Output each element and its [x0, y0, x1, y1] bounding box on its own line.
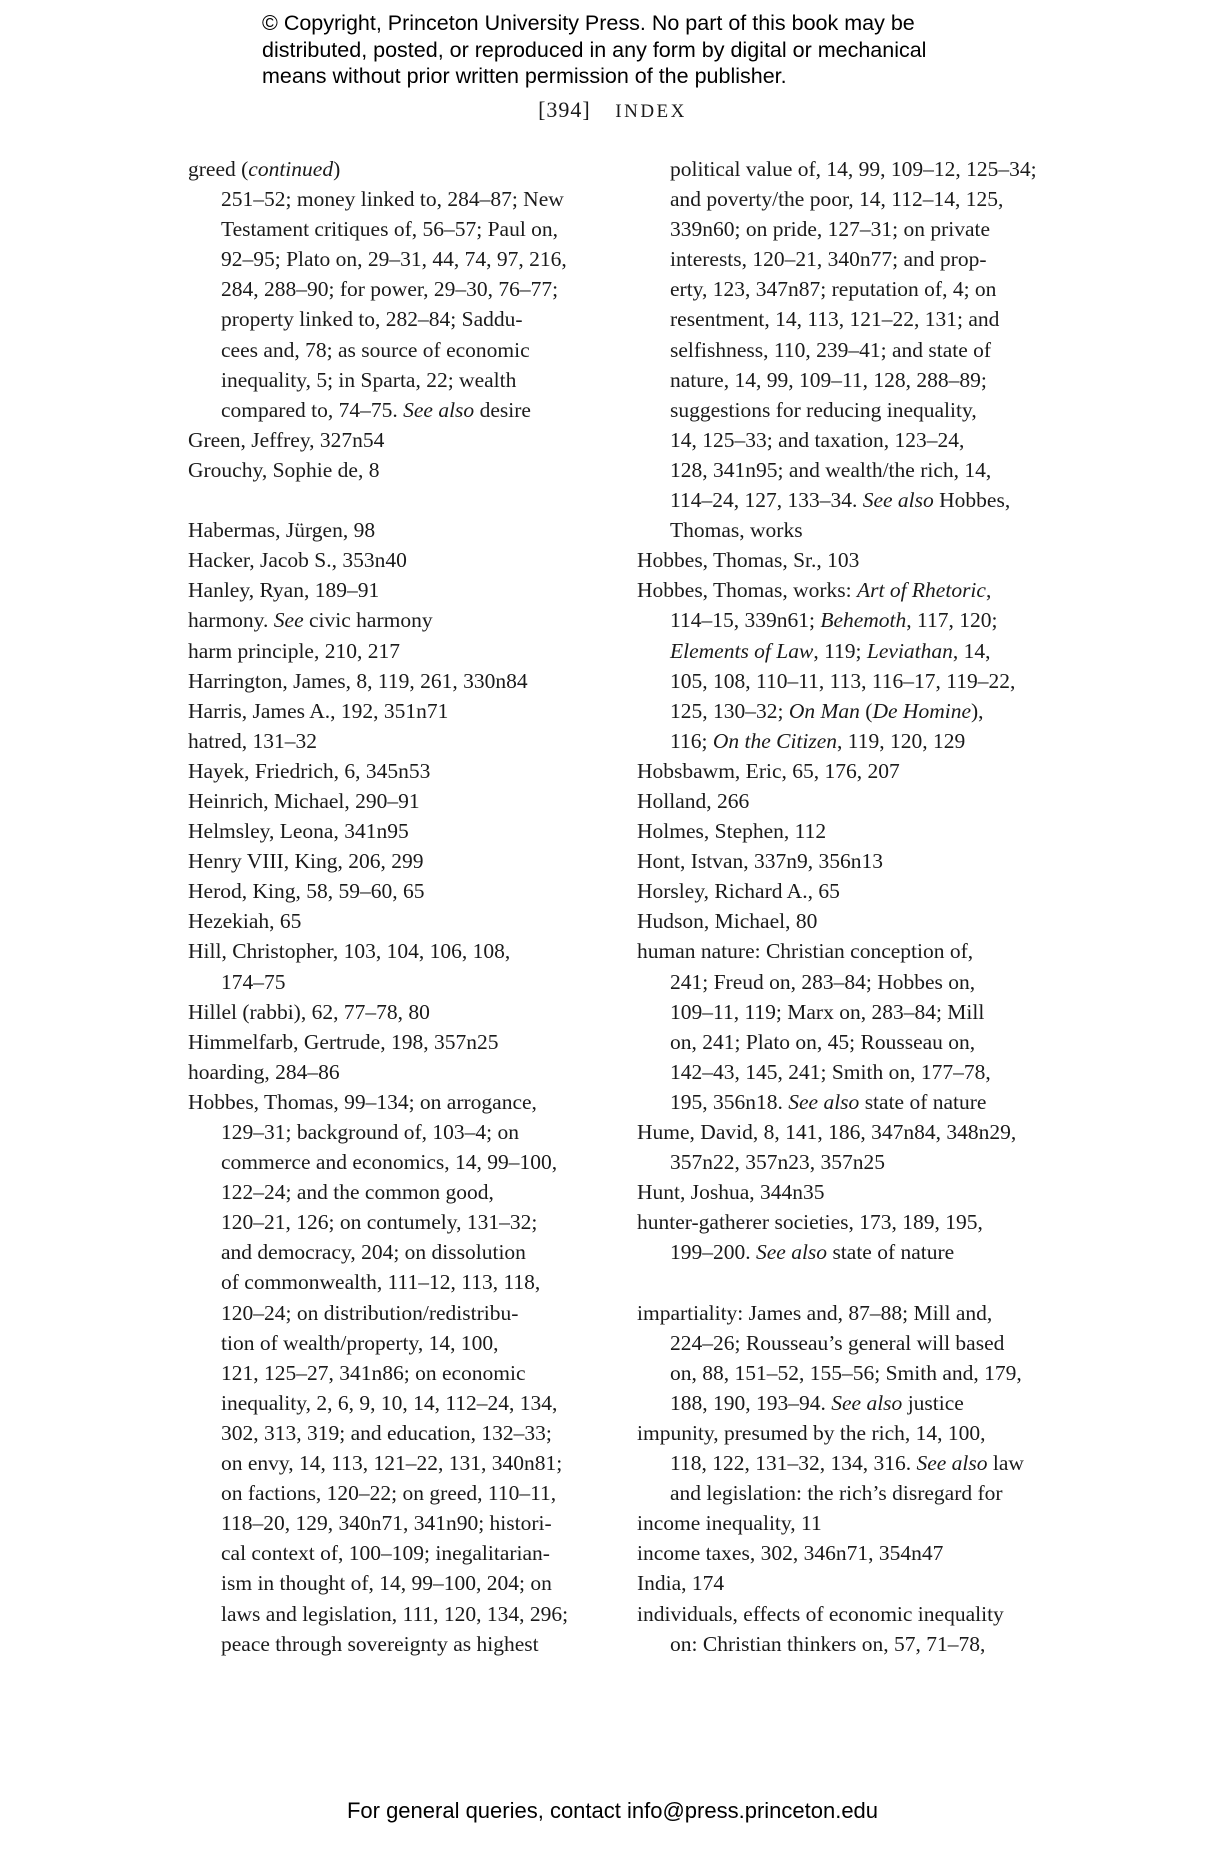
index-line — [188, 1117, 628, 1147]
index-line — [637, 786, 1077, 816]
footer-contact: For general queries, contact info@press.princeton.edu — [346, 1798, 879, 1823]
index-line — [637, 365, 1077, 395]
index-line — [188, 1177, 628, 1207]
index-italic-text: On the Citizen — [712, 728, 838, 753]
index-text: Testament critiques of, 56–57; Paul on, — [221, 217, 559, 242]
index-text: human nature: Christian conception of, — [637, 939, 974, 964]
index-line — [188, 274, 628, 304]
index-line — [188, 1629, 628, 1659]
index-line — [188, 1298, 628, 1328]
index-text: 128, 341n95; and wealth/the rich, 14, — [670, 457, 992, 482]
index-line — [637, 1027, 1077, 1057]
index-line — [188, 545, 628, 575]
index-line — [637, 274, 1077, 304]
index-text: 129–31; background of, 103–4; on — [221, 1120, 519, 1144]
index-text: 118, 122, 131–32, 134, 316. — [670, 1451, 917, 1476]
index-text: , — [985, 578, 992, 603]
index-line — [637, 876, 1077, 906]
index-text: political value of, 14, 99, 109–12, 125–34; — [670, 157, 1037, 181]
index-column-right — [637, 154, 1077, 1659]
index-line — [188, 154, 628, 184]
index-line — [188, 636, 628, 666]
index-line — [188, 605, 628, 635]
index-text: Hobbes, Thomas, works: — [637, 578, 857, 603]
index-line — [637, 515, 1077, 545]
index-text: 122–24; and the common good, — [221, 1180, 494, 1205]
index-line — [188, 1087, 628, 1117]
index-line — [188, 696, 628, 726]
index-text: 120–24; on distribution/redistribu- — [221, 1300, 519, 1325]
index-text: 120–21, 126; on contumely, 131–32; — [221, 1210, 538, 1235]
index-text: Hanley, Ryan, 189–91 — [188, 578, 380, 603]
index-line — [188, 1207, 628, 1237]
index-text: property linked to, 282–84; Saddu- — [221, 307, 523, 332]
running-head — [0, 97, 1225, 123]
index-line — [188, 1147, 628, 1177]
index-text: 357n22, 357n23, 357n25 — [670, 1150, 885, 1175]
index-line — [637, 906, 1077, 936]
index-text: justice — [902, 1390, 964, 1415]
index-text: 188, 190, 193–94. — [670, 1390, 832, 1415]
index-text: Hobsbawm, Eric, 65, 176, 207 — [637, 758, 900, 783]
index-line — [188, 1388, 628, 1418]
index-line — [637, 1207, 1077, 1237]
index-line — [188, 876, 628, 906]
index-text: 251–52; money linked to, 284–87; New — [221, 187, 564, 212]
index-italic-text: continued — [248, 157, 334, 181]
index-text: 92–95; Plato on, 29–31, 44, 74, 97, 216, — [221, 247, 567, 272]
index-text: Hunt, Joshua, 344n35 — [637, 1180, 825, 1205]
index-line — [188, 335, 628, 365]
index-line — [188, 1538, 628, 1568]
index-text: 284, 288–90; for power, 29–30, 76–77; — [221, 277, 559, 302]
index-text: Thomas, works — [670, 518, 803, 543]
index-text: 109–11, 119; Marx on, 283–84; Mill — [670, 999, 985, 1024]
copyright-line: means without prior written permission of the publisher. — [262, 64, 787, 88]
index-line — [188, 214, 628, 244]
index-line — [637, 1508, 1077, 1538]
index-text: Holland, 266 — [637, 788, 750, 813]
index-text: laws and legislation, 111, 120, 134, 296; — [221, 1601, 569, 1626]
index-line — [637, 1388, 1077, 1418]
index-line — [637, 816, 1077, 846]
index-text: on factions, 120–22; on greed, 110–11, — [221, 1481, 557, 1506]
index-line — [188, 1027, 628, 1057]
index-text: income taxes, 302, 346n71, 354n47 — [637, 1541, 944, 1566]
index-line — [637, 1237, 1077, 1267]
index-line — [188, 1328, 628, 1358]
index-text: hoarding, 284–86 — [188, 1059, 340, 1084]
index-line — [637, 997, 1077, 1027]
index-italic-text: See also — [916, 1451, 988, 1476]
index-line — [637, 1358, 1077, 1388]
index-text: greed ( — [188, 157, 249, 181]
index-text: Hume, David, 8, 141, 186, 347n84, 348n29, — [637, 1120, 1017, 1144]
index-line — [637, 756, 1077, 786]
index-italic-text: Art of Rhetoric — [856, 578, 986, 603]
index-line — [188, 1448, 628, 1478]
index-text: Heinrich, Michael, 290–91 — [188, 788, 420, 813]
index-text: on, 88, 151–52, 155–56; Smith and, 179, — [670, 1360, 1022, 1385]
index-line — [637, 1418, 1077, 1448]
index-line — [637, 1599, 1077, 1629]
index-text: Harris, James A., 192, 351n71 — [188, 698, 449, 723]
copyright-line: distributed, posted, or reproduced in any form by digital or mechanical — [262, 37, 927, 62]
index-line — [188, 936, 628, 966]
index-line — [188, 756, 628, 786]
index-text: 224–26; Rousseau’s general will based — [670, 1330, 1005, 1355]
index-text: Hudson, Michael, 80 — [637, 909, 818, 934]
index-text: harm principle, 210, 217 — [188, 638, 400, 663]
index-line — [188, 1237, 628, 1267]
index-line — [188, 786, 628, 816]
index-text: , 14, — [952, 638, 991, 663]
index-text: harmony. — [188, 608, 274, 633]
index-line — [637, 1448, 1077, 1478]
index-line — [188, 1508, 628, 1538]
index-line — [637, 1538, 1077, 1568]
index-text: , 119, 120, 129 — [837, 728, 966, 753]
index-text: Himmelfarb, Gertrude, 198, 357n25 — [188, 1029, 499, 1054]
index-text: ism in thought of, 14, 99–100, 204; on — [221, 1571, 552, 1596]
index-text: of commonwealth, 111–12, 113, 118, — [221, 1270, 541, 1295]
index-text: 118–20, 129, 340n71, 341n90; histori- — [221, 1511, 552, 1536]
index-italic-text: See also — [756, 1240, 828, 1265]
index-line — [637, 967, 1077, 997]
index-text: nature, 14, 99, 109–11, 128, 288–89; — [670, 367, 987, 392]
index-text: ( — [859, 698, 873, 723]
index-text: on envy, 14, 113, 121–22, 131, 340n81; — [221, 1451, 563, 1476]
index-text: Green, Jeffrey, 327n54 — [188, 427, 385, 452]
index-text: compared to, 74–75. — [221, 397, 404, 422]
index-line — [188, 666, 628, 696]
index-text: 121, 125–27, 341n86; on economic — [221, 1360, 526, 1385]
index-text: 116; — [670, 728, 713, 753]
index-text: 125, 130–32; — [670, 698, 789, 723]
index-text: , 119; — [813, 638, 867, 663]
index-line — [188, 455, 628, 485]
index-line — [637, 1478, 1077, 1508]
index-text: state of nature — [859, 1089, 987, 1114]
index-text: inequality, 5; in Sparta, 22; wealth — [221, 367, 517, 392]
index-text: Hobbes, Thomas, Sr., 103 — [637, 548, 860, 573]
index-text: Holmes, Stephen, 112 — [637, 819, 827, 844]
index-line — [637, 936, 1077, 966]
index-text: Helmsley, Leona, 341n95 — [188, 819, 409, 844]
index-line — [637, 666, 1077, 696]
index-line — [637, 1057, 1077, 1087]
index-text: 142–43, 145, 241; Smith on, 177–78, — [670, 1059, 991, 1084]
index-line — [637, 726, 1077, 756]
index-line — [188, 575, 628, 605]
index-line — [637, 335, 1077, 365]
index-line — [637, 304, 1077, 334]
index-line — [637, 395, 1077, 425]
index-text: desire — [474, 397, 531, 422]
index-text: Grouchy, Sophie de, 8 — [188, 457, 380, 482]
index-line — [637, 425, 1077, 455]
index-italic-text: Behemoth — [820, 608, 907, 633]
running-head-title: INDEX — [615, 101, 687, 122]
index-text: individuals, effects of economic inequality — [637, 1601, 1004, 1626]
index-line — [188, 816, 628, 846]
index-italic-text: See also — [403, 397, 475, 422]
index-italic-text: Leviathan — [866, 638, 953, 663]
index-line — [188, 1418, 628, 1448]
index-text: India, 174 — [637, 1571, 725, 1596]
index-italic-text: De Homine — [872, 698, 971, 723]
index-text: income inequality, 11 — [637, 1511, 822, 1536]
index-line — [188, 726, 628, 756]
index-text: cees and, 78; as source of economic — [221, 337, 530, 362]
index-text: tion of wealth/property, 14, 100, — [221, 1330, 499, 1355]
index-line — [188, 967, 628, 997]
index-column-left — [188, 154, 628, 1659]
index-text: Harrington, James, 8, 119, 261, 330n84 — [188, 668, 528, 693]
page-number: [394] — [538, 97, 591, 122]
index-text: hatred, 131–32 — [188, 728, 317, 753]
index-text: 302, 313, 319; and education, 132–33; — [221, 1420, 552, 1445]
index-line — [637, 1087, 1077, 1117]
index-text: civic harmony — [303, 608, 433, 633]
index-text: interests, 120–21, 340n77; and prop- — [670, 247, 987, 272]
index-text: cal context of, 100–109; inegalitarian- — [221, 1541, 550, 1566]
index-text: 241; Freud on, 283–84; Hobbes on, — [670, 969, 976, 994]
index-line — [188, 244, 628, 274]
index-italic-text: On Man — [788, 698, 860, 723]
index-text: impartiality: James and, 87–88; Mill and, — [637, 1300, 993, 1325]
index-line — [188, 1358, 628, 1388]
index-text: and democracy, 204; on dissolution — [221, 1240, 526, 1265]
index-text: on, 241; Plato on, 45; Rousseau on, — [670, 1029, 976, 1054]
index-line — [188, 997, 628, 1027]
index-text: Herod, King, 58, 59–60, 65 — [188, 879, 425, 904]
index-spacer — [188, 485, 628, 515]
index-text: resentment, 14, 113, 121–22, 131; and — [670, 307, 1000, 332]
index-line — [637, 636, 1077, 666]
index-line — [637, 1629, 1077, 1659]
index-text: inequality, 2, 6, 9, 10, 14, 112–24, 134, — [221, 1390, 558, 1415]
index-text: law — [987, 1451, 1024, 1476]
index-text: Henry VIII, King, 206, 299 — [188, 849, 424, 874]
index-spacer — [637, 1267, 1077, 1297]
index-line — [188, 1478, 628, 1508]
index-text: Hayek, Friedrich, 6, 345n53 — [188, 758, 431, 783]
index-text: , 117, 120; — [906, 608, 998, 633]
index-text: 339n60; on pride, 127–31; on private — [670, 217, 991, 242]
index-text: erty, 123, 347n87; reputation of, 4; on — [670, 277, 997, 302]
index-line — [188, 515, 628, 545]
index-text: impunity, presumed by the rich, 14, 100, — [637, 1420, 986, 1445]
index-text: and legislation: the rich’s disregard for — [670, 1481, 1003, 1506]
index-line — [188, 425, 628, 455]
index-line — [637, 455, 1077, 485]
index-text: Hillel (rabbi), 62, 77–78, 80 — [188, 999, 430, 1024]
index-text: 14, 125–33; and taxation, 123–24, — [670, 427, 965, 452]
index-text: ) — [333, 157, 341, 181]
index-line — [637, 1328, 1077, 1358]
index-line — [188, 846, 628, 876]
index-text: on: Christian thinkers on, 57, 71–78, — [670, 1631, 986, 1656]
index-text: state of nature — [827, 1240, 955, 1265]
index-text: selfishness, 110, 239–41; and state of — [670, 337, 992, 362]
index-line — [637, 1568, 1077, 1598]
index-italic-text: See also — [788, 1089, 860, 1114]
index-line — [637, 214, 1077, 244]
index-text: 174–75 — [221, 969, 286, 994]
index-line — [188, 1568, 628, 1598]
index-line — [188, 1599, 628, 1629]
index-line — [637, 1298, 1077, 1328]
index-text: 114–15, 339n61; — [670, 608, 821, 633]
index-line — [188, 1057, 628, 1087]
index-text: ), — [970, 698, 984, 723]
index-text: 199–200. — [670, 1240, 756, 1265]
index-text: Hill, Christopher, 103, 104, 106, 108, — [188, 939, 511, 964]
index-text: Hobbes, — [933, 488, 1011, 513]
index-line — [188, 395, 628, 425]
index-line — [188, 184, 628, 214]
index-line — [188, 304, 628, 334]
index-text: Habermas, Jürgen, 98 — [188, 518, 376, 543]
index-text: 105, 108, 110–11, 113, 116–17, 119–22, — [670, 668, 1016, 693]
index-text: suggestions for reducing inequality, — [670, 397, 977, 422]
index-line — [637, 696, 1077, 726]
index-italic-text: See also — [831, 1390, 903, 1415]
index-italic-text: See also — [862, 488, 934, 513]
index-text: peace through sovereignty as highest — [221, 1631, 539, 1656]
index-text: Horsley, Richard A., 65 — [637, 879, 840, 904]
index-line — [637, 575, 1077, 605]
index-line — [637, 545, 1077, 575]
index-line — [637, 1117, 1077, 1147]
index-text: hunter-gatherer societies, 173, 189, 195, — [637, 1210, 983, 1235]
copyright-notice — [262, 10, 1022, 90]
index-text: Hacker, Jacob S., 353n40 — [188, 548, 407, 573]
index-text: commerce and economics, 14, 99–100, — [221, 1150, 558, 1175]
index-line — [188, 1267, 628, 1297]
index-line — [637, 244, 1077, 274]
index-line — [637, 1177, 1077, 1207]
index-text: Hont, Istvan, 337n9, 356n13 — [637, 849, 884, 874]
index-line — [637, 846, 1077, 876]
copyright-line: © Copyright, Princeton University Press. No part of this book may be — [262, 11, 915, 35]
index-line — [637, 154, 1077, 184]
index-italic-text: See — [273, 608, 304, 633]
index-text: and poverty/the poor, 14, 112–14, 125, — [670, 187, 1004, 212]
index-line — [637, 485, 1077, 515]
index-text: Hobbes, Thomas, 99–134; on arrogance, — [188, 1089, 537, 1114]
index-text: 114–24, 127, 133–34. — [670, 488, 863, 513]
index-line — [637, 184, 1077, 214]
index-text: Hezekiah, 65 — [188, 909, 302, 934]
index-line — [637, 1147, 1077, 1177]
index-text: 195, 356n18. — [670, 1089, 789, 1114]
index-line — [188, 365, 628, 395]
index-line — [188, 906, 628, 936]
index-italic-text: Elements of Law — [670, 638, 814, 663]
index-line — [637, 605, 1077, 635]
